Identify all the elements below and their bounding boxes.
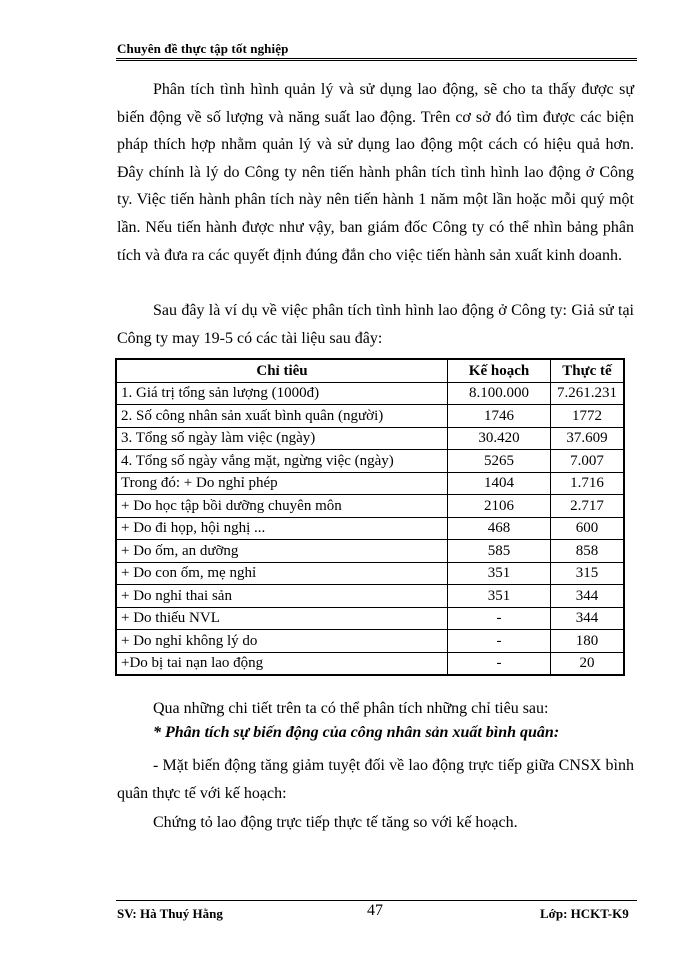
cell-indicator: 4. Tổng số ngày vắng mặt, ngừng việc (ngày) (116, 450, 448, 473)
table-row (116, 382, 624, 405)
cell-plan: 2106 (448, 495, 551, 518)
column-header-actual: Thực tế (551, 359, 625, 382)
cell-actual: 1.716 (551, 472, 625, 495)
table-row (116, 630, 624, 653)
table-header-row (116, 359, 624, 382)
cell-actual: 344 (551, 585, 625, 608)
column-header-indicator: Chỉ tiêu (116, 359, 448, 382)
cell-actual: 600 (551, 517, 625, 540)
labor-data-table (115, 358, 625, 676)
table-row (116, 517, 624, 540)
cell-plan: 1404 (448, 472, 551, 495)
cell-actual: 37.609 (551, 427, 625, 450)
cell-actual: 2.717 (551, 495, 625, 518)
cell-actual: 1772 (551, 405, 625, 428)
paragraph-intro: Phân tích tình hình quản lý và sử dụng lao động, sẽ cho ta thấy được sự biến động về số lượng và năng suất lao động. Trên cơ sở đó tìm được các biện pháp thích hợp nhằm quản lý và sử dụng lao động một cách có hiệu quả hơn. Đây chính là lý do Công ty nên tiến hành phân tích tình hình lao động ở Công ty. Việc tiến hành phân tích này nên tiến hành 1 năm một lần hoặc mỗi quý một lần. Nếu tiến hành được như vậy, ban giám đốc Công ty có thể nhìn bảng phân tích và đưa ra các quyết định đúng đắn cho việc tiến hành sản xuất kinh doanh. (117, 81, 634, 264)
cell-plan: - (448, 630, 551, 653)
cell-actual: 315 (551, 562, 625, 585)
cell-indicator: + Do ốm, an dưỡng (116, 540, 448, 563)
table-row (116, 405, 624, 428)
cell-actual: 20 (551, 652, 625, 675)
cell-plan: 351 (448, 562, 551, 585)
paragraph-example: Sau đây là ví dụ về việc phân tích tình hình lao động ở Công ty: Giả sử tại Công ty may 19-5 có các tài liệu sau đây: (117, 302, 634, 347)
cell-indicator: Trong đó: + Do nghỉ phép (116, 472, 448, 495)
cell-indicator: + Do đi họp, hội nghị ... (116, 517, 448, 540)
cell-plan: 585 (448, 540, 551, 563)
cell-plan: 5265 (448, 450, 551, 473)
cell-plan: 468 (448, 517, 551, 540)
table-row (116, 652, 624, 675)
header-divider (116, 58, 637, 61)
cell-indicator: + Do con ốm, mẹ nghỉ (116, 562, 448, 585)
cell-plan: 8.100.000 (448, 382, 551, 405)
paragraph-variation: - Mặt biến động tăng giảm tuyệt đối về lao động trực tiếp giữa CNSX bình quân thực tế với kế hoạch: (117, 757, 634, 802)
footer-class: Lớp: HCKT-K9 (540, 906, 629, 921)
column-header-plan: Kế hoạch (448, 359, 551, 382)
cell-plan: 30.420 (448, 427, 551, 450)
table-body (116, 382, 624, 675)
cell-plan: - (448, 652, 551, 675)
cell-plan: 351 (448, 585, 551, 608)
paragraph-conclusion: Chứng tỏ lao động trực tiếp thực tế tăng so với kế hoạch. (153, 814, 518, 831)
cell-actual: 180 (551, 630, 625, 653)
cell-actual: 344 (551, 607, 625, 630)
section-subheading: * Phân tích sự biến động của công nhân sản xuất bình quân: (153, 724, 560, 741)
header-title: Chuyên đề thực tập tốt nghiệp (117, 41, 289, 56)
table-row (116, 427, 624, 450)
page-number: 47 (367, 902, 383, 919)
footer-divider (116, 900, 637, 901)
cell-actual: 858 (551, 540, 625, 563)
table-row (116, 540, 624, 563)
cell-indicator: 3. Tổng số ngày làm việc (ngày) (116, 427, 448, 450)
cell-indicator: + Do nghỉ không lý do (116, 630, 448, 653)
paragraph-analysis-intro: Qua những chi tiết trên ta có thể phân tích những chỉ tiêu sau: (153, 700, 549, 717)
table-row (116, 450, 624, 473)
table-row (116, 472, 624, 495)
table-row (116, 562, 624, 585)
cell-plan: - (448, 607, 551, 630)
table-row (116, 495, 624, 518)
cell-actual: 7.007 (551, 450, 625, 473)
cell-indicator: + Do học tập bồi dưỡng chuyên môn (116, 495, 448, 518)
cell-indicator: + Do thiếu NVL (116, 607, 448, 630)
cell-indicator: + Do nghỉ thai sản (116, 585, 448, 608)
table-row (116, 585, 624, 608)
cell-actual: 7.261.231 (551, 382, 625, 405)
cell-indicator: 2. Số công nhân sản xuất bình quân (người) (116, 405, 448, 428)
cell-plan: 1746 (448, 405, 551, 428)
cell-indicator: 1. Giá trị tổng sản lượng (1000đ) (116, 382, 448, 405)
table-row (116, 607, 624, 630)
cell-indicator: +Do bị tai nạn lao động (116, 652, 448, 675)
footer-student: SV: Hà Thuý Hằng (117, 906, 223, 921)
